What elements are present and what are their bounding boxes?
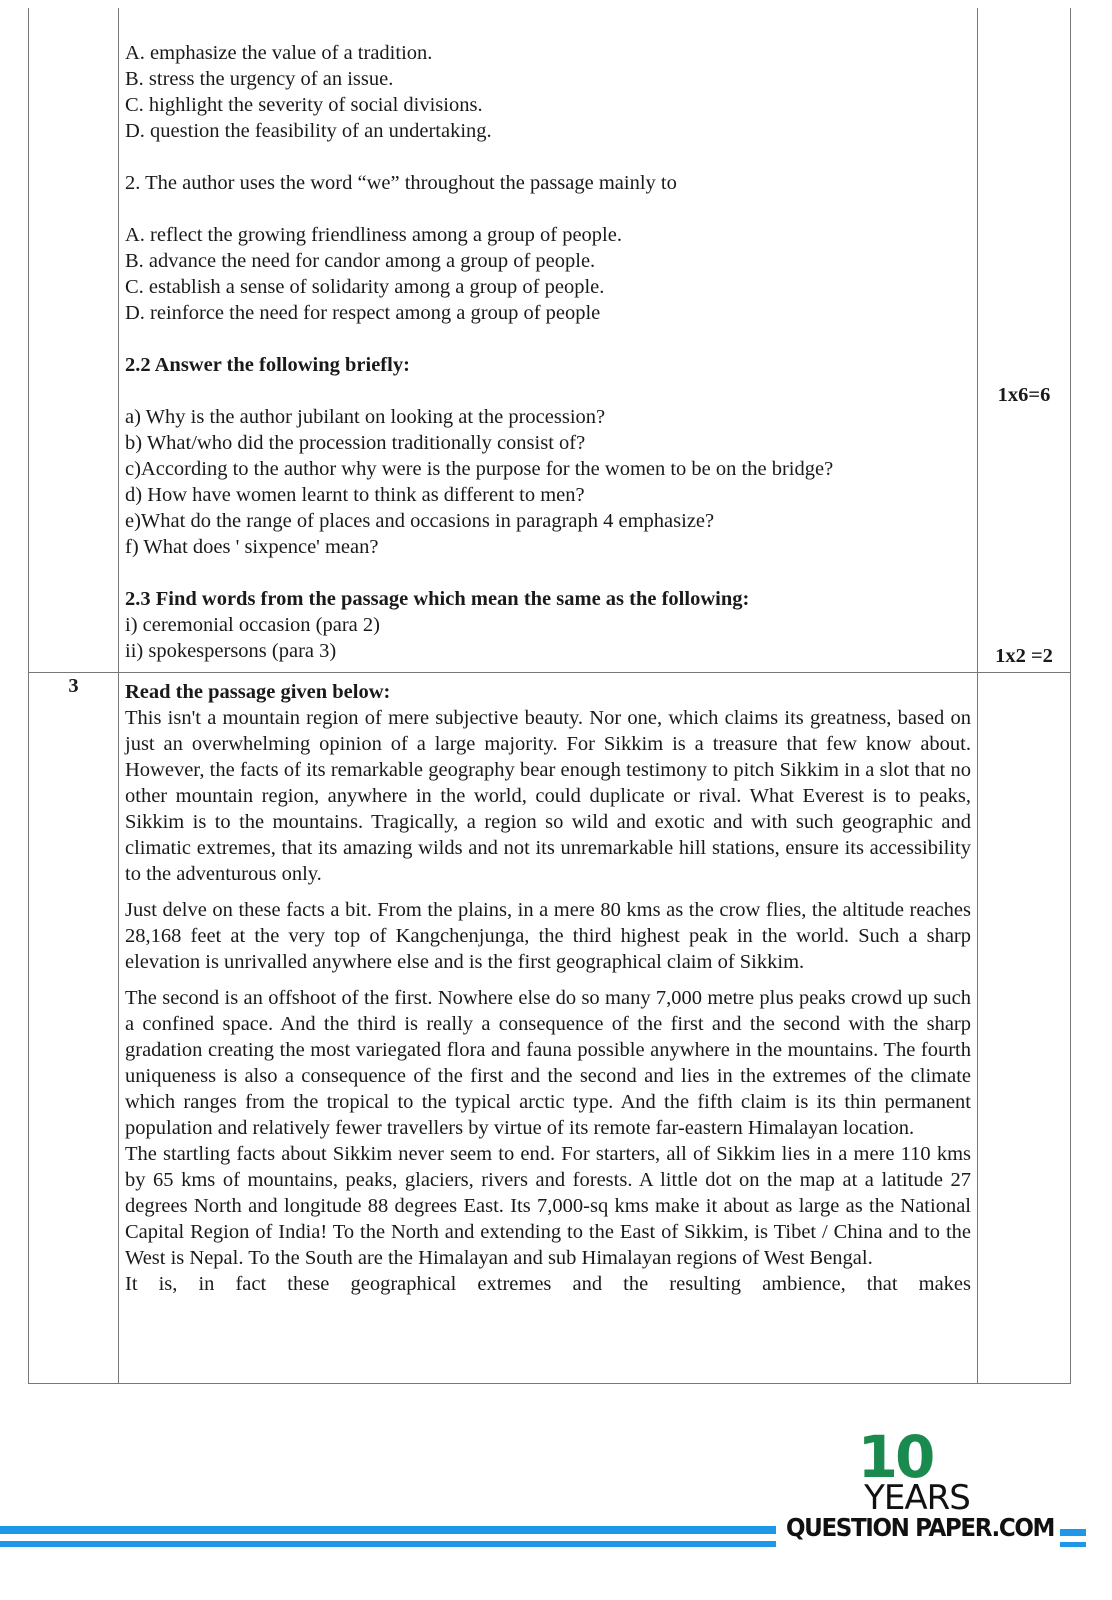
question-3-row (29, 673, 1071, 1384)
question-paper-table (28, 8, 1071, 1384)
q2-option-b: B. advance the need for candor among a group of people. (125, 250, 596, 272)
question-number-3: 3 (29, 673, 119, 1384)
logo-site-name: QUESTION PAPER.COM (786, 1513, 1055, 1542)
marks-2-2: 1x6=6 (997, 384, 1051, 406)
marks-cell-q3 (978, 673, 1071, 1384)
marks-cell (978, 8, 1071, 673)
question-2-2-f: f) What does ' sixpence' mean? (125, 536, 379, 558)
footer-stripe-bottom (0, 1541, 776, 1547)
question-2-2-a: a) Why is the author jubilant on looking at the procession? (125, 406, 606, 428)
q1-option-d: D. question the feasibility of an undertaking. (125, 120, 492, 142)
footer-stripe-right-top (1060, 1529, 1086, 1536)
section-2-2-heading: 2.2 Answer the following briefly: (125, 354, 410, 376)
question-number-cell (29, 8, 119, 673)
q2-option-a: A. reflect the growing friendliness among a group of people. (125, 224, 622, 246)
vocab-item-i: i) ceremonial occasion (para 2) (125, 614, 380, 636)
passage-paragraph-4: The startling facts about Sikkim never seem to end. For starters, all of Sikkim lies in a mere 110 kms by 65 kms of mountains, peaks, glaciers, rivers and forests. A little dot on the map at a latitude 27 degrees North and longitude 88 degrees East. Its 7,000-sq kms make it about as large as the National Capital Region of India! To the North and extending to the East of Sikkim, is Tibet / China and to the West is Nepal. To the South are the Himalayan and sub Himalayan regions of West Bengal. (125, 1143, 971, 1269)
question-2-2-b: b) What/who did the procession traditionally consist of? (125, 432, 586, 454)
passage-heading: Read the passage given below: (125, 681, 391, 703)
question-2-2-e: e)What do the range of places and occasions in paragraph 4 emphasize? (125, 510, 715, 532)
marks-2-3: 1x2 =2 (995, 645, 1053, 667)
q2-option-d: D. reinforce the need for respect among a group of people (125, 302, 601, 324)
q2-option-c: C. establish a sense of solidarity among a group of people. (125, 276, 605, 298)
footer-stripe-top (0, 1526, 776, 1534)
site-logo (786, 1423, 1055, 1544)
question-2-2-c: c)According to the author why were is the purpose for the women to be on the bridge? (125, 458, 834, 480)
vocab-item-ii: ii) spokespersons (para 3) (125, 640, 337, 662)
question-3-content (119, 673, 978, 1384)
section-2-3-heading: 2.3 Find words from the passage which mean the same as the following: (125, 588, 750, 610)
passage-paragraph-2: Just delve on these facts a bit. From the plains, in a mere 80 kms as the crow flies, the altitude reaches 28,168 feet at the very top of Kangchenjunga, the third highest peak in the world. Such a sharp elevation is unrivalled anywhere else and is the first geographical claim of Sikkim. (125, 899, 971, 973)
question-content-cell (119, 8, 978, 673)
q1-option-b: B. stress the urgency of an issue. (125, 68, 394, 90)
passage-paragraph-5: It is, in fact these geographical extremes and the resulting ambience, that makes (125, 1273, 971, 1295)
footer-stripe-right-bottom (1060, 1542, 1086, 1547)
q1-option-c: C. highlight the severity of social divisions. (125, 94, 483, 116)
passage-paragraph-1: This isn't a mountain region of mere subjective beauty. Nor one, which claims its greatness, based on just an overwhelming opinion of a large majority. For Sikkim is a treasure that few know about. However, the facts of its remarkable geography bear enough testimony to pitch Sikkim in a slot that no other mountain region, anywhere in the world, could duplicate or rival. What Everest is to peaks, Sikkim is to the mountains. Tragically, a region so wild and exotic and with such geographic and climatic extremes, that its amazing wilds and not its unremarkable hill stations, ensure its accessibility to the adventurous only. (125, 707, 971, 885)
question-2-continuation-row (29, 8, 1071, 673)
passage-paragraph-3: The second is an offshoot of the first. Nowhere else do so many 7,000 metre plus peaks crowd up such a confined space. And the third is really a consequence of the first and the second with the sharp gradation creating the most variegated flora and fauna possible anywhere in the mountains. The fourth uniqueness is also a consequence of the first and the second and lies in the extremes of the climate which ranges from the tropical to the typical arctic type. And the fifth claim is its thin permanent population and relatively fewer travellers by virtue of its remote far-eastern Himalayan location. (125, 987, 971, 1139)
logo-years: YEARS (864, 1478, 970, 1518)
logo-number: 10 (857, 1423, 933, 1491)
q1-option-a: A. emphasize the value of a tradition. (125, 42, 433, 64)
question-2-2-d: d) How have women learnt to think as different to men? (125, 484, 585, 506)
q2-stem: 2. The author uses the word “we” throughout the passage mainly to (125, 172, 677, 194)
